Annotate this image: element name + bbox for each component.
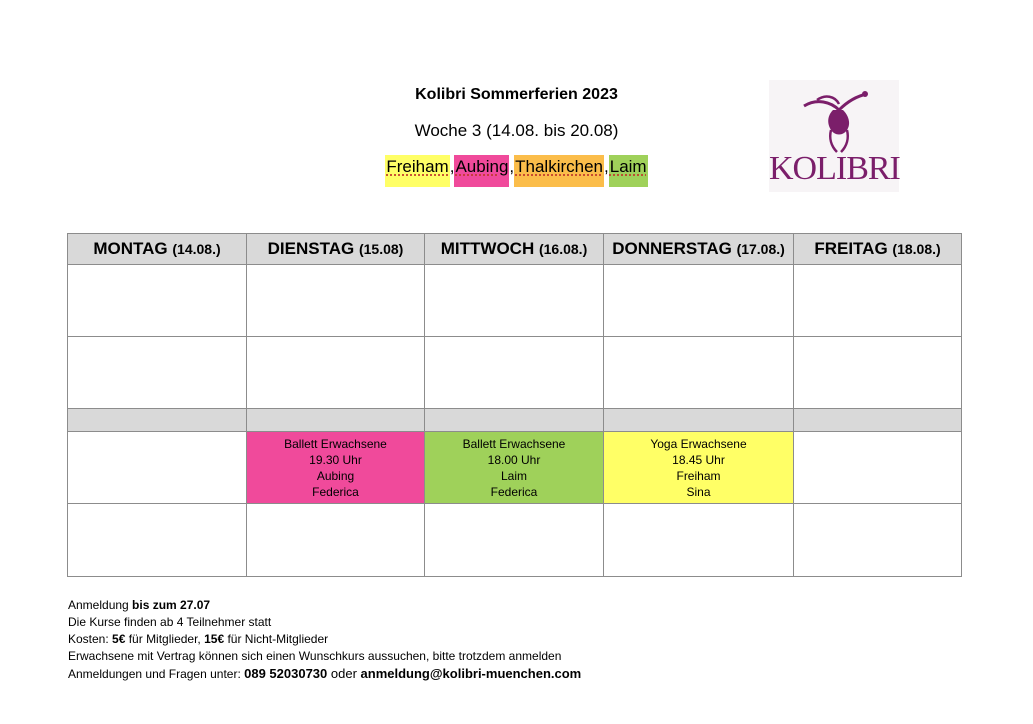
course-cell-thursday bbox=[604, 432, 794, 504]
hummingbird-ballet-shoe-icon bbox=[769, 80, 899, 160]
course-location: Aubing bbox=[316, 468, 355, 483]
registration-line: Anmeldung bis zum 27.07 bbox=[68, 598, 211, 612]
empty-cell bbox=[604, 409, 794, 432]
contact-line: Anmeldungen und Fragen unter: 089 52030730 oder anmeldung@kolibri-muenchen.com bbox=[68, 666, 582, 681]
empty-cell bbox=[425, 409, 604, 432]
empty-cell bbox=[794, 337, 962, 409]
empty-cell bbox=[247, 409, 425, 432]
week-subtitle: Woche 3 (14.08. bis 20.08) bbox=[414, 121, 619, 140]
empty-cell bbox=[604, 337, 794, 409]
kolibri-logo bbox=[769, 80, 899, 192]
empty-cell bbox=[794, 504, 962, 577]
empty-cell bbox=[68, 337, 247, 409]
page-title: Kolibri Sommerferien 2023 bbox=[415, 86, 618, 103]
course-location: Laim bbox=[500, 468, 527, 483]
empty-cell bbox=[794, 432, 962, 504]
cost-line: Kosten: 5€ für Mitglieder, 15€ für Nicht-Mitglieder bbox=[68, 632, 329, 646]
table-row bbox=[68, 504, 962, 577]
empty-cell bbox=[247, 337, 425, 409]
empty-cell bbox=[794, 409, 962, 432]
empty-cell bbox=[247, 504, 425, 577]
empty-cell bbox=[604, 265, 794, 337]
course-time: 18.00 Uhr bbox=[487, 452, 541, 467]
course-location: Freiham bbox=[676, 468, 721, 483]
footer-notes bbox=[68, 597, 581, 683]
min-participants-line: Die Kurse finden ab 4 Teilnehmer statt bbox=[68, 615, 272, 629]
logo-text: KOLIBRI bbox=[769, 150, 900, 187]
location-thalkirchen: Thalkirchen bbox=[514, 155, 604, 187]
day-header-thursday: DONNERSTAG (17.08.) bbox=[604, 234, 794, 265]
course-teacher: Federica bbox=[490, 484, 538, 499]
separator: , bbox=[509, 157, 515, 176]
weekly-schedule-table bbox=[67, 233, 962, 577]
course-time: 18.45 Uhr bbox=[672, 452, 725, 467]
location-aubing: Aubing bbox=[454, 155, 509, 187]
course-time: 19.30 Uhr bbox=[309, 452, 362, 467]
empty-cell bbox=[794, 265, 962, 337]
location-laim: Laim bbox=[609, 155, 648, 187]
empty-cell bbox=[604, 504, 794, 577]
empty-cell bbox=[247, 265, 425, 337]
email-link[interactable]: anmeldung@kolibri-muenchen.com bbox=[360, 666, 582, 681]
course-title: Ballett Erwachsene bbox=[462, 436, 566, 451]
empty-cell bbox=[68, 504, 247, 577]
separator: , bbox=[449, 157, 455, 176]
phone-number: 089 52030730 bbox=[244, 666, 328, 681]
empty-cell bbox=[425, 337, 604, 409]
day-header-wednesday: MITTWOCH (16.08.) bbox=[425, 234, 604, 265]
course-cell-tuesday bbox=[247, 432, 425, 504]
table-row bbox=[68, 337, 962, 409]
course-row bbox=[68, 432, 962, 504]
separator: , bbox=[604, 157, 609, 176]
empty-cell bbox=[68, 409, 247, 432]
course-title: Yoga Erwachsene bbox=[650, 436, 747, 451]
empty-cell bbox=[68, 432, 247, 504]
course-title: Ballett Erwachsene bbox=[284, 436, 387, 451]
table-row bbox=[68, 265, 962, 337]
day-header-monday: MONTAG (14.08.) bbox=[68, 234, 247, 265]
location-freiham: Freiham bbox=[385, 155, 449, 187]
course-cell-wednesday bbox=[425, 432, 604, 504]
separator-row bbox=[68, 409, 962, 432]
empty-cell bbox=[425, 504, 604, 577]
contract-note-line: Erwachsene mit Vertrag können sich einen Wunschkurs aussuchen, bitte trotzdem anmelden bbox=[68, 649, 562, 663]
empty-cell bbox=[425, 265, 604, 337]
day-header-row bbox=[68, 234, 962, 265]
day-header-friday: FREITAG (18.08.) bbox=[794, 234, 962, 265]
day-header-tuesday: DIENSTAG (15.08) bbox=[247, 234, 425, 265]
course-teacher: Sina bbox=[686, 484, 711, 499]
empty-cell bbox=[68, 265, 247, 337]
course-teacher: Federica bbox=[312, 484, 359, 499]
